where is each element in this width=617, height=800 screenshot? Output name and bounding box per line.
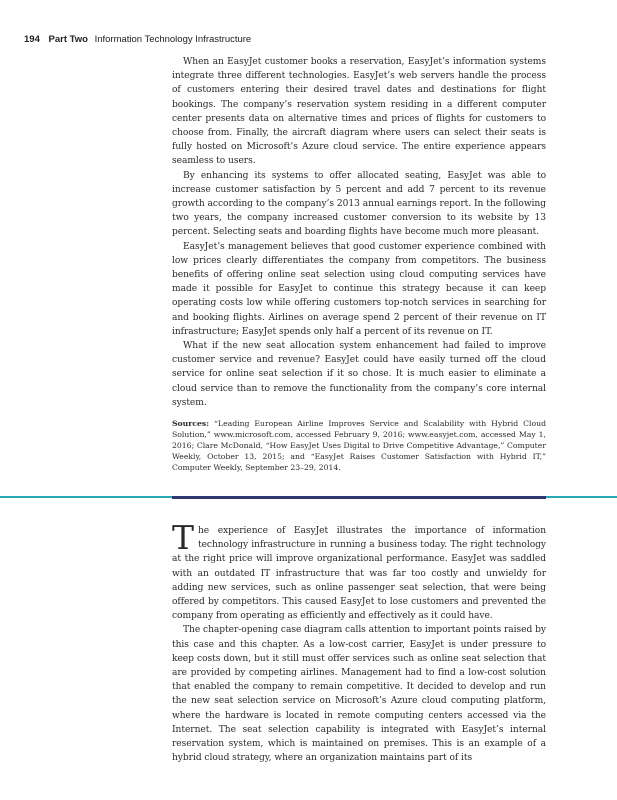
paragraph: When an EasyJet customer books a reservation, EasyJet’s information systems integrate three different technologies. EasyJet’s web servers handle the process of customers entering their desired travel dates and destinations for flight bookings. The company’s reservation system residing in a different computer center presents data on alternative times and prices of flights for customers to choose from. Finally, the aircraft diagram where users can select their seats is fully hosted on Microsoft’s Azure cloud service. The entire experience appears seamless to users. <box>172 57 546 167</box>
paragraph-text: he experience of EasyJet illustrates the importance of information technology infrastructure in running a business today. The right technology at the right price will improve organizational performance. EasyJet was saddled with an outdated IT infrastructure that was far too costly and unwieldy for adding new services, such as online passenger seat selection, that were being offered by competitors. This caused EasyJet to lose customers and prevented the company from operating as efficiently and effectively as it could have. <box>172 526 546 622</box>
sources-note <box>172 418 546 473</box>
paragraph: What if the new seat allocation system enhancement had failed to improve customer service and revenue? EasyJet could have easily turned off the cloud service for online seat selection if it so chose. It is much easier to eliminate a cloud service than to remove the functionality from the company’s core internal system. <box>172 341 546 408</box>
paragraph <box>172 518 546 623</box>
paragraph: EasyJet’s management believes that good customer experience combined with low prices clearly differentiates the company from competitors. The business benefits of offering online seat selection using cloud computing services have made it possible for EasyJet to continue this strategy because it can keep operating costs low while offering customers top-notch services in searching for and booking flights. Airlines on average spend 2 percent of their revenue on IT infrastructure; EasyJet spends only half a percent of its revenue on IT. <box>172 241 546 337</box>
chapter-discussion <box>172 518 546 765</box>
drop-cap: T <box>172 518 194 557</box>
paragraph: The chapter-opening case diagram calls attention to important points raised by this case and this chapter. As a low-cost carrier, EasyJet is under pressure to keep costs down, but it still must offer services such as online seat selection that are provided by competing airlines. Management had to find a low-cost solution that enabled the company to remain competitive. It decided to develop and run the new seat selection service on Microsoft’s Azure cloud computing platform, where the hardware is located in remote computing centers accessed via the Internet. The seat selection capability is integrated with EasyJet’s internal reservation system, which is maintained on premises. This is an example of a hybrid cloud strategy, where an organization maintains part of its <box>172 625 546 764</box>
section-divider <box>172 496 546 499</box>
section-title: Information Technology Infrastructure <box>94 34 252 45</box>
paragraph: By enhancing its systems to offer allocated seating, EasyJet was able to increase customer satisfaction by 5 percent and add 7 percent to its revenue growth according to the company’s 2013 annual earnings report. In the following two years, the company increased customer conversion to its website by 13 percent. Selecting seats and boarding flights have become much more pleasant. <box>172 170 546 238</box>
sources-text: “Leading European Airline Improves Service and Scalability with Hybrid Cloud Solution,” www.microsoft.com, accessed February 9, 2016; www.easyjet.com, accessed May 1, 2016; Clare McDonald, “How EasyJet Uses Digital to Drive Competitive Advantage,” Computer Weekly, October 13, 2015; and “EasyJet Raises Customer Satisfaction with Hybrid IT,” Computer Weekly, September 23–29, 2014. <box>172 419 546 472</box>
sources-label: Sources: <box>172 419 210 428</box>
page-number: 194 <box>24 34 40 45</box>
section-divider-left <box>0 496 172 498</box>
case-study-continuation <box>172 55 546 410</box>
part-label: Part Two <box>48 34 88 45</box>
running-header <box>24 34 251 45</box>
section-divider-right <box>546 496 617 498</box>
